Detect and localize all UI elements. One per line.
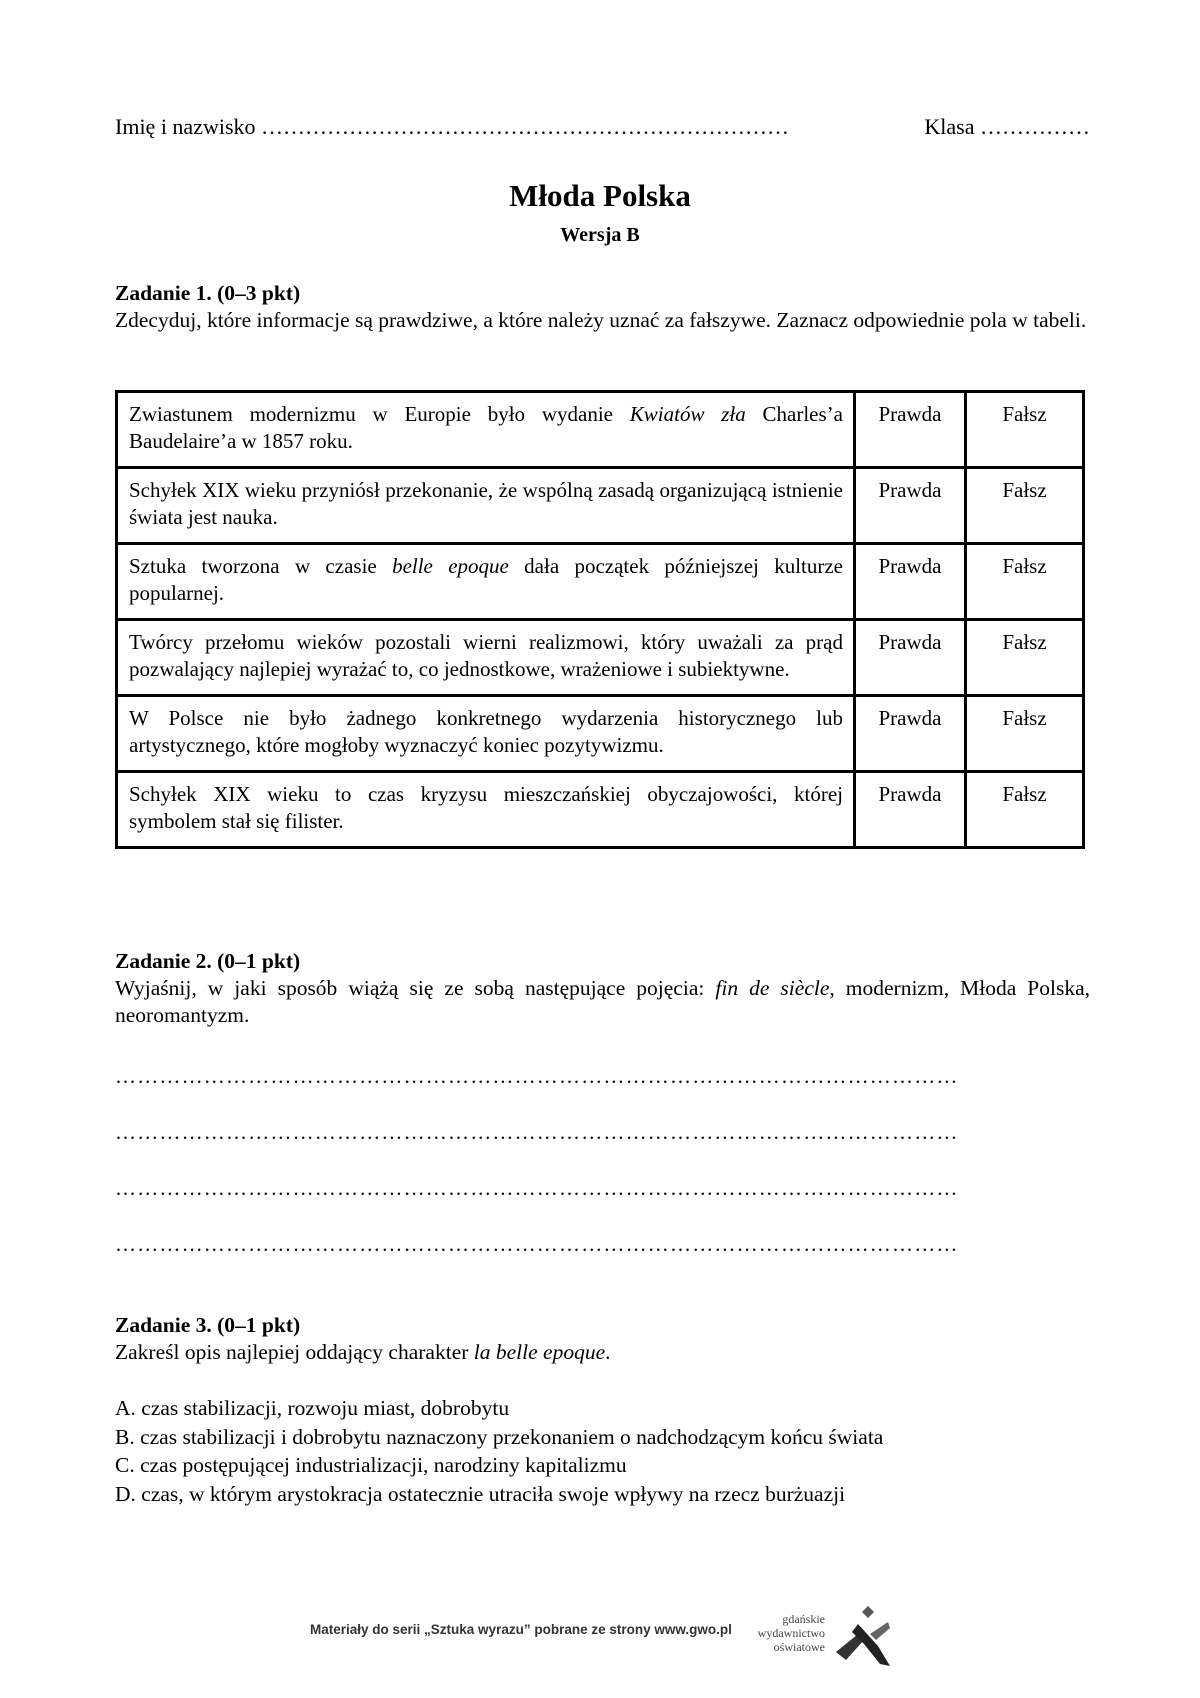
instruction-italic: la belle epoque	[473, 1340, 606, 1364]
false-option[interactable]: Fałsz	[966, 620, 1084, 696]
task3-heading: Zadanie 3. (0–1 pkt)	[115, 1313, 301, 1337]
answer-option-a[interactable]: A. czas stabilizacji, rozwoju miast, dobrobytu	[115, 1396, 510, 1420]
statement-text: Schyłek XIX wieku to czas kryzysu mieszczańskiej obyczajowości, której symbolem stał się filister.	[129, 782, 843, 833]
statement-cell	[117, 392, 855, 468]
statement-text: Sztuka tworzona w czasie	[129, 554, 393, 578]
true-option[interactable]: Prawda	[855, 392, 966, 468]
table-row	[117, 696, 1084, 772]
false-option[interactable]: Fałsz	[966, 772, 1084, 848]
task2-heading: Zadanie 2. (0–1 pkt)	[115, 949, 301, 973]
true-option[interactable]: Prawda	[855, 772, 966, 848]
false-option[interactable]: Fałsz	[966, 696, 1084, 772]
statement-cell	[117, 544, 855, 620]
instruction-text: .	[605, 1340, 611, 1364]
false-option[interactable]: Fałsz	[966, 468, 1084, 544]
footer	[310, 1612, 910, 1692]
statement-cell	[117, 772, 855, 848]
instruction-italic: fin de siècle	[715, 976, 830, 1000]
table-row	[117, 468, 1084, 544]
answer-option-c[interactable]: C. czas postępującej industrializacji, narodziny kapitalizmu	[115, 1453, 627, 1477]
statement-text: Zwiastunem modernizmu w Europie było wydanie	[129, 402, 630, 426]
statement-text: Charles’a Baudelaire’a w 1857 roku.	[129, 402, 843, 453]
task1-intro	[115, 280, 1090, 334]
publisher-name-line: oświatowe	[773, 1640, 825, 1654]
statement-italic: Kwiatów zła	[629, 402, 746, 426]
answer-line[interactable]: ……………………………………………………………………………………………………	[115, 1120, 959, 1144]
statement-cell	[117, 468, 855, 544]
statement-text: Twórcy przełomu wieków pozostali wierni realizmowi, który uważali za prąd pozwalający najlepiej wyrażać to, co jednostkowe, wrażeniowe i subiektywne.	[129, 630, 843, 681]
answer-options	[115, 1394, 1090, 1508]
answer-line[interactable]: ……………………………………………………………………………………………………	[115, 1232, 959, 1256]
statement-cell	[117, 696, 855, 772]
table-row	[117, 544, 1084, 620]
task1-instruction: Zdecyduj, które informacje są prawdziwe, a które należy uznać za fałszywe. Zaznacz odpowiednie pola w tabeli.	[115, 308, 1087, 332]
task3-intro	[115, 1312, 1090, 1366]
instruction-text: Wyjaśnij, w jaki sposób wiążą się ze sobą następujące pojęcia:	[115, 976, 716, 1000]
task2-intro	[115, 948, 1090, 1029]
true-option[interactable]: Prawda	[855, 468, 966, 544]
page-subtitle: Wersja B	[560, 224, 640, 246]
true-option[interactable]: Prawda	[855, 696, 966, 772]
instruction-text: , modernizm, Młoda Polska, neoromantyzm.	[115, 976, 1090, 1027]
answer-option-d[interactable]: D. czas, w którym arystokracja ostatecznie utraciła swoje wpływy na rzecz burżuazji	[115, 1481, 846, 1506]
table-row	[117, 620, 1084, 696]
true-option[interactable]: Prawda	[855, 544, 966, 620]
answer-line[interactable]: ……………………………………………………………………………………………………	[115, 1064, 959, 1088]
answer-line[interactable]: ……………………………………………………………………………………………………	[115, 1176, 959, 1200]
student-info-line	[115, 114, 1090, 140]
true-false-table	[115, 390, 1085, 849]
answer-option-b[interactable]: B. czas stabilizacji i dobrobytu naznaczony przekonaniem o nadchodzącym końcu świata	[115, 1424, 884, 1449]
publisher-name	[740, 1612, 825, 1654]
false-option[interactable]: Fałsz	[966, 544, 1084, 620]
footer-text: Materiały do serii „Sztuka wyrazu” pobrane ze strony www.gwo.pl	[310, 1622, 732, 1637]
statement-text: W Polsce nie było żadnego konkretnego wydarzenia historycznego lub artystycznego, które mogłoby wyznaczyć koniec pozytywizmu.	[129, 706, 843, 757]
statement-cell	[117, 620, 855, 696]
statement-italic: belle epoque	[392, 554, 509, 578]
false-option[interactable]: Fałsz	[966, 392, 1084, 468]
name-field-label: Imię i nazwisko ………………………………………………………………	[115, 114, 790, 139]
task3-instruction	[115, 1339, 1090, 1366]
table-row	[117, 772, 1084, 848]
table-row	[117, 392, 1084, 468]
page-title: Młoda Polska	[509, 178, 691, 213]
publisher-name-line: gdańskie	[782, 1612, 825, 1626]
task1-heading: Zadanie 1. (0–3 pkt)	[115, 281, 301, 305]
class-field-label: Klasa ……………	[924, 114, 1090, 139]
statement-text: dała początek późniejszej kulturze popularnej.	[129, 554, 844, 605]
statement-text: Schyłek XIX wieku przyniósł przekonanie, że wspólną zasadą organizującą istnienie świata jest nauka.	[129, 478, 843, 529]
instruction-text: Zakreśl opis najlepiej oddający charakter	[115, 1340, 474, 1364]
task2-instruction	[115, 975, 1090, 1029]
publisher-name-line: wydawnictwo	[757, 1626, 825, 1640]
true-option[interactable]: Prawda	[855, 620, 966, 696]
publisher-logo-icon	[828, 1604, 900, 1674]
